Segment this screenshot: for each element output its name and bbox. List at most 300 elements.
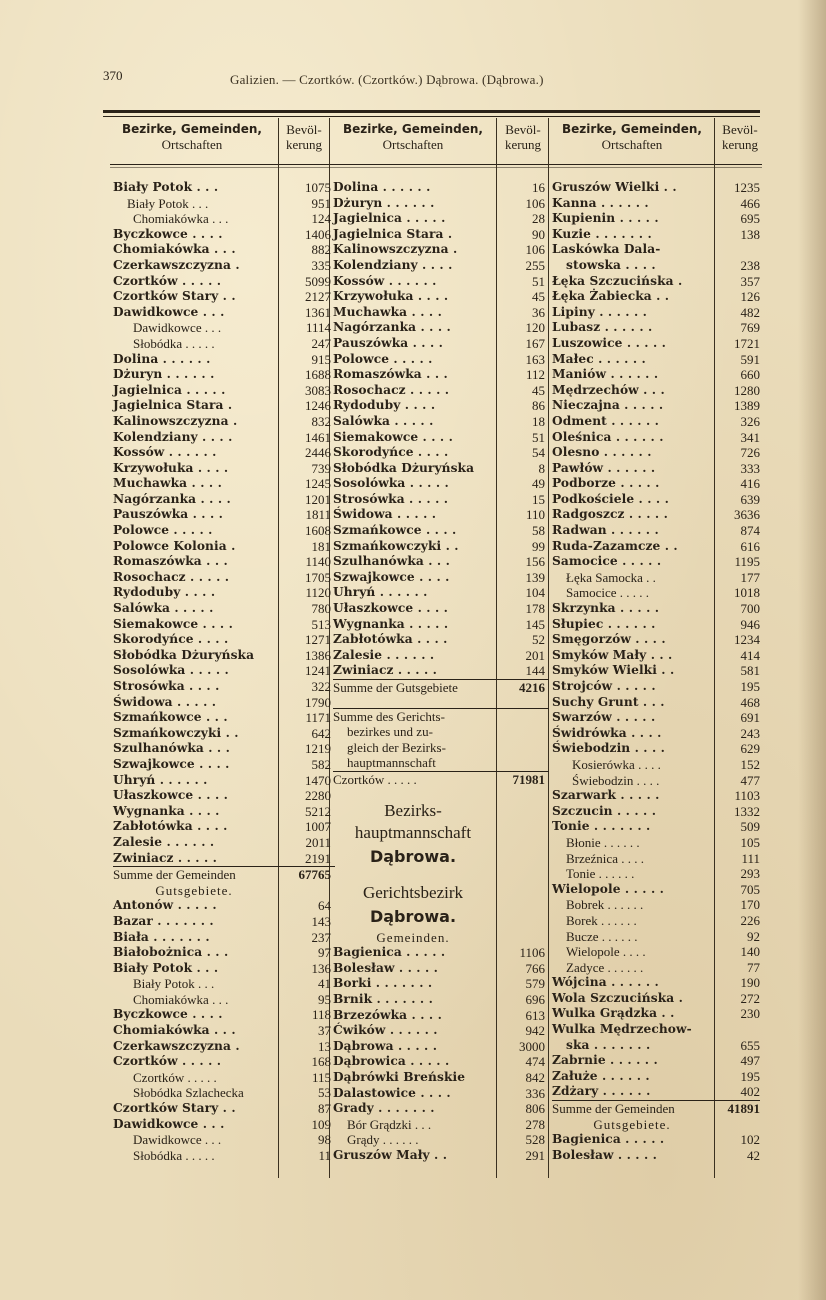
place-name: Pauszówka . . . . — [333, 335, 443, 350]
population-value: 1103 — [734, 788, 760, 804]
place-name: Biały Potok . . . — [113, 180, 219, 194]
population-value: 739 — [311, 460, 331, 476]
place-name: Szmańkowczyki . . — [333, 538, 459, 553]
col2-row — [333, 398, 549, 414]
col3-row — [552, 570, 760, 586]
place-name: bezirkes und zu- — [347, 724, 433, 740]
place-name: Salówka . . . . . — [113, 601, 214, 616]
col1-row — [113, 883, 335, 899]
population-value: 642 — [311, 725, 331, 741]
population-value: 139 — [525, 569, 545, 585]
col3-row — [552, 1069, 760, 1085]
population-value: 357 — [740, 273, 760, 289]
population-value: 882 — [311, 242, 331, 258]
col1-row — [113, 336, 335, 352]
population-value: 98 — [318, 1132, 331, 1148]
place-name: Brzeźnica . . . . — [566, 850, 644, 866]
place-name: Czortków Stary . . — [113, 1101, 236, 1116]
top-rule — [103, 110, 760, 113]
population-value: 152 — [740, 756, 760, 772]
population-value: 1235 — [734, 180, 760, 195]
col3-row — [552, 242, 760, 258]
population-value: 951 — [311, 195, 331, 211]
place-name: Zabrnie . . . . . . — [552, 1053, 658, 1068]
col1-row — [113, 539, 335, 555]
population-value: 333 — [740, 460, 760, 476]
population-value: 1470 — [305, 772, 331, 788]
place-name: Pawłów . . . . . . — [552, 460, 656, 475]
place-name: Summe der Gemeinden — [552, 1101, 675, 1117]
place-name: Tonie . . . . . . — [566, 866, 635, 882]
col2-name-header-sub: Ortschaften — [382, 137, 444, 152]
place-name: Chomiakówka . . . — [133, 211, 229, 227]
col3-row — [552, 554, 760, 570]
population-value: 2446 — [305, 445, 331, 461]
col3-row — [552, 1038, 760, 1054]
population-value: 769 — [740, 320, 760, 336]
population-value: 18 — [532, 413, 545, 429]
population-value: 5099 — [305, 273, 331, 289]
place-name: Uhryń . . . . . . — [113, 772, 208, 787]
col2-row — [333, 430, 549, 446]
population-value: 8 — [538, 460, 545, 476]
population-value: 528 — [525, 1132, 545, 1148]
population-value: 16 — [532, 180, 545, 195]
population-value: 326 — [740, 413, 760, 429]
population-value: 1406 — [305, 226, 331, 242]
place-name: Bolesław . . . . . — [333, 960, 438, 975]
place-name: Słobódka . . . . . — [133, 335, 215, 351]
place-name: Samocice . . . . . — [552, 554, 662, 569]
col2-row — [333, 1148, 549, 1164]
col3-row — [552, 383, 760, 399]
col3-row — [552, 695, 760, 711]
population-value: 477 — [740, 772, 760, 788]
col1-row — [113, 1148, 335, 1164]
col1-row — [113, 617, 335, 633]
col1-row — [113, 961, 335, 977]
population-value: 243 — [740, 725, 760, 741]
col2-row — [333, 679, 549, 696]
population-value: 1075 — [305, 180, 331, 195]
place-name: Strosówka . . . . . — [333, 491, 449, 506]
col2-row — [333, 585, 549, 601]
col3-pop-header-1: Bevöl- — [722, 122, 758, 137]
place-name: Polowce . . . . . — [333, 351, 433, 366]
col1-row — [113, 430, 335, 446]
place-name: Szarwark . . . . . — [552, 788, 660, 803]
population-value: 163 — [525, 351, 545, 367]
population-value: 2191 — [305, 850, 331, 866]
population-value: 5212 — [305, 803, 331, 819]
population-value: 335 — [311, 257, 331, 273]
col1-pop-header-2: kerung — [285, 137, 323, 152]
place-name: Łęka Szczucińska . — [552, 273, 683, 288]
col3-pop-header-2: kerung — [721, 137, 759, 152]
place-name: Zabłotówka . . . . — [333, 632, 448, 647]
col3-row — [552, 866, 760, 882]
place-name: Romaszówka . . . — [113, 554, 228, 569]
place-name: Chomiakówka . . . — [113, 1023, 236, 1038]
col2-name-header — [330, 122, 496, 152]
col2-row — [333, 414, 549, 430]
col1-row — [113, 835, 335, 851]
place-name: Kupienin . . . . . — [552, 211, 659, 226]
place-name: Podkościele . . . . — [552, 491, 669, 506]
population-value: 293 — [740, 866, 760, 882]
col2-pop-header-1: Bevöl- — [505, 122, 541, 137]
place-name: Bagienica . . . . . — [552, 1132, 665, 1147]
place-name: Smyków Wielki . . — [552, 663, 675, 678]
population-value: 136 — [311, 960, 331, 976]
place-name: Skrzynka . . . . . — [552, 601, 660, 616]
col3-row — [552, 539, 760, 555]
population-value: 109 — [311, 1116, 331, 1132]
col2-row — [333, 227, 549, 243]
col1-row — [113, 1039, 335, 1055]
col1-row — [113, 788, 335, 804]
place-name: Kalinowszczyzna . — [333, 242, 458, 257]
place-name: Kolendziany . . . . — [113, 429, 233, 444]
population-value: 1219 — [305, 741, 331, 757]
col2-row — [333, 180, 549, 196]
col1-row — [113, 414, 335, 430]
col3-row — [552, 851, 760, 867]
place-name: Bór Grądzki . . . — [347, 1116, 432, 1132]
place-name: Bucze . . . . . . — [566, 928, 638, 944]
population-value: 1389 — [734, 398, 760, 414]
population-value: 1705 — [305, 569, 331, 585]
place-name: Sosolówka . . . . . — [333, 476, 449, 491]
col2-row — [333, 367, 549, 383]
place-name: ska . . . . . . . — [566, 1037, 651, 1052]
col3-row — [552, 227, 760, 243]
col3-row — [552, 1117, 760, 1133]
population-value: 106 — [525, 242, 545, 258]
place-name: Świdowa . . . . . — [113, 694, 217, 709]
place-name: Kossów . . . . . . — [113, 445, 217, 460]
place-name: Lipiny . . . . . . — [552, 304, 648, 319]
col3-row — [552, 352, 760, 368]
place-name: Szmańkowczyki . . — [113, 725, 239, 740]
col1-row — [113, 741, 335, 757]
population-value: 1721 — [734, 335, 760, 351]
place-name: Słobódka Dżuryńska — [113, 647, 255, 662]
place-name: Zwiniacz . . . . . — [113, 850, 217, 865]
place-name: Wola Szczucińska . — [552, 990, 683, 1005]
population-value: 582 — [311, 756, 331, 772]
place-name: Ułaszkowce . . . . — [333, 601, 448, 616]
col1-row — [113, 695, 335, 711]
population-value: 140 — [740, 944, 760, 960]
col2-row — [333, 904, 549, 930]
col2-row — [333, 976, 549, 992]
col1-row — [113, 367, 335, 383]
place-name: Olesno . . . . . . — [552, 445, 652, 460]
place-name: Dąbrowa. — [369, 906, 457, 926]
population-value: 177 — [740, 569, 760, 585]
place-name: Romaszówka . . . — [333, 367, 448, 382]
col3-row — [552, 289, 760, 305]
col2-row — [333, 445, 549, 461]
place-name: Dolina . . . . . . — [333, 180, 431, 194]
col3-row — [552, 585, 760, 601]
col1-row — [113, 663, 335, 679]
col2-row — [333, 1117, 549, 1133]
col2-row — [333, 196, 549, 212]
place-name: Czortków Stary . . — [113, 289, 236, 304]
place-name: Czerkawszczyzna . — [113, 257, 240, 272]
population-value: 842 — [525, 1069, 545, 1085]
col2-row — [333, 617, 549, 633]
place-name: Dawidkowce . . . — [133, 1132, 222, 1148]
place-name: Zalesie . . . . . . — [113, 834, 215, 849]
col3-row — [552, 1053, 760, 1069]
population-value: 51 — [532, 273, 545, 289]
col3-row — [552, 492, 760, 508]
population-value: 474 — [525, 1054, 545, 1070]
col2-row — [333, 663, 549, 679]
population-value: 726 — [740, 445, 760, 461]
col2-row — [333, 992, 549, 1008]
place-name: Kanna . . . . . . — [552, 195, 649, 210]
col2-row — [333, 289, 549, 305]
population-value: 700 — [740, 601, 760, 617]
running-title: Galizien. — Czortków. (Czortków.) Dąbrowa. (Dąbrowa.) — [230, 72, 544, 87]
col2-row — [333, 305, 549, 321]
col1-row — [113, 570, 335, 586]
population-value: 1246 — [305, 398, 331, 414]
population-value: 118 — [311, 1007, 331, 1023]
col1-row — [113, 945, 335, 961]
place-name: Summe des Gerichts- — [333, 708, 445, 724]
place-name: Strosówka . . . . — [113, 679, 220, 693]
population-value: 104 — [525, 585, 545, 601]
population-value: 255 — [525, 257, 545, 273]
place-name: Dawidkowce . . . — [113, 304, 225, 319]
place-name: Jagielnica . . . . . — [333, 211, 446, 226]
population-value: 28 — [532, 211, 545, 227]
col3-row — [552, 726, 760, 742]
page-edge-shadow — [798, 0, 826, 1300]
place-name: Chomiakówka . . . — [133, 991, 229, 1007]
place-name: Skorodyńce . . . . — [113, 632, 229, 647]
population-value: 832 — [311, 413, 331, 429]
place-name: Kosierówka . . . . — [572, 756, 661, 772]
population-value: 42 — [747, 1147, 760, 1163]
col3-row — [552, 1132, 760, 1148]
col1-name-header-sub: Ortschaften — [161, 137, 223, 152]
col3-name-header-bold: Bezirke, Gemeinden, — [562, 122, 702, 136]
col2-row — [333, 708, 549, 725]
population-value: 691 — [740, 710, 760, 726]
place-name: Świebodzin . . . . — [572, 772, 660, 788]
place-name: Samocice . . . . . — [566, 585, 650, 601]
population-value: 705 — [740, 881, 760, 897]
col2-row — [333, 632, 549, 648]
population-value: 466 — [740, 195, 760, 211]
population-value: 36 — [532, 304, 545, 320]
place-name: Bolesław . . . . . — [552, 1147, 657, 1162]
col2-row — [333, 822, 549, 844]
place-name: Mędrzechów . . . — [552, 382, 665, 397]
place-name: Polowce Kolonia . — [113, 538, 236, 553]
place-name: Szulhanówka . . . — [333, 554, 450, 569]
population-value: 37 — [318, 1023, 331, 1039]
population-value: 291 — [525, 1147, 545, 1163]
col1-row — [113, 601, 335, 617]
col1-row — [113, 227, 335, 243]
col2-pop-header-2: kerung — [504, 137, 542, 152]
place-name: Borek . . . . . . — [566, 912, 637, 928]
place-name: Rydoduby . . . . — [113, 585, 216, 600]
col1-row — [113, 445, 335, 461]
place-name: Pauszówka . . . . — [113, 507, 223, 522]
place-name: Dąbrówki Breńskie — [333, 1069, 466, 1084]
col2-row — [333, 211, 549, 227]
place-name: Bagienica . . . . . — [333, 945, 446, 960]
place-name: Summe der Gemeinden — [113, 867, 236, 883]
col3-row — [552, 211, 760, 227]
place-name: Biały Potok . . . — [113, 960, 219, 975]
population-value: 138 — [740, 226, 760, 242]
place-name: Brnik . . . . . . . — [333, 991, 433, 1006]
col3-row — [552, 741, 760, 757]
col1-row — [113, 258, 335, 274]
place-name: Siemakowce . . . . — [333, 429, 453, 444]
col1-row — [113, 242, 335, 258]
col2-pop-header — [497, 122, 549, 152]
col2-row — [333, 554, 549, 570]
place-name: Bazar . . . . . . . — [113, 913, 214, 928]
population-value: 58 — [532, 523, 545, 539]
place-name: Słobódka . . . . . — [133, 1147, 215, 1163]
place-name: Czortków . . . . . — [113, 1054, 222, 1069]
col3-row — [552, 196, 760, 212]
col3-row — [552, 804, 760, 820]
col1-row — [113, 1085, 335, 1101]
place-name: Dolina . . . . . . — [113, 351, 211, 366]
place-name: Smyków Mały . . . — [552, 647, 673, 662]
col1-row — [113, 352, 335, 368]
population-value: 99 — [532, 538, 545, 554]
place-name: Ćwików . . . . . . — [333, 1023, 438, 1038]
population-value: 87 — [318, 1101, 331, 1117]
population-value: 322 — [311, 679, 331, 694]
col3-row — [552, 367, 760, 383]
population-value: 13 — [318, 1038, 331, 1054]
place-name: Łęka Samocka . . — [566, 569, 656, 585]
population-value: 416 — [740, 476, 760, 492]
col3-row — [552, 305, 760, 321]
place-name: Słobódka Dżuryńska — [333, 460, 475, 475]
place-name: Gutsgebiete. — [593, 1116, 671, 1132]
population-value: 616 — [740, 538, 760, 554]
place-name: Szmańkowce . . . — [113, 710, 228, 725]
col1-row — [113, 976, 335, 992]
place-name: Antonów . . . . . — [113, 898, 217, 913]
population-value: 1332 — [734, 803, 760, 819]
col3-row — [552, 1084, 760, 1100]
col3-row — [552, 819, 760, 835]
population-value: 696 — [525, 991, 545, 1007]
place-name: Luszowice . . . . . — [552, 335, 666, 350]
place-name: Biały Potok . . . — [127, 195, 209, 211]
col3-row — [552, 1006, 760, 1022]
place-name: Dąbrowa . . . . . — [333, 1038, 438, 1053]
place-name: Podborze . . . . . — [552, 476, 660, 491]
population-value: 336 — [525, 1085, 545, 1101]
col3-row — [552, 960, 760, 976]
col3-row — [552, 320, 760, 336]
col3-row — [552, 773, 760, 789]
col2-row — [333, 1070, 549, 1086]
population-value: 509 — [740, 819, 760, 835]
place-name: Muchawka . . . . — [113, 476, 222, 491]
population-value: 53 — [318, 1085, 331, 1101]
place-name: Tonie . . . . . . . — [552, 819, 651, 834]
place-name: Szczucin . . . . . — [552, 803, 657, 818]
place-name: Czortków . . . . . — [133, 1069, 217, 1085]
place-name: Zalesie . . . . . . — [333, 647, 435, 662]
population-value: 156 — [525, 554, 545, 570]
place-name: Radgoszcz . . . . . — [552, 507, 668, 522]
place-name: Szwajkowce . . . . — [333, 569, 450, 584]
col1-row — [113, 1117, 335, 1133]
col2-row — [333, 1132, 549, 1148]
place-name: Laskówka Dala- — [552, 242, 661, 257]
population-value: 3636 — [734, 507, 760, 523]
col3-row — [552, 476, 760, 492]
column-1 — [113, 180, 335, 1163]
place-name: Nagórzanka . . . . — [333, 320, 451, 335]
population-value: 1271 — [305, 632, 331, 648]
col1-row — [113, 930, 335, 946]
place-name: Grady . . . . . . . — [333, 1101, 435, 1116]
population-value: 124 — [311, 211, 331, 227]
place-name: Wielopole . . . . . — [552, 881, 664, 896]
col2-row — [333, 1054, 549, 1070]
col2-row — [333, 492, 549, 508]
population-value: 97 — [318, 945, 331, 961]
col2-row — [333, 539, 549, 555]
place-name: Grądy . . . . . . — [347, 1132, 419, 1148]
header-bottom-rule-2 — [110, 167, 762, 168]
population-value: 2280 — [305, 788, 331, 804]
col1-row — [113, 773, 335, 789]
population-value: 49 — [532, 476, 545, 492]
col2-row — [333, 1008, 549, 1024]
col2-row — [333, 523, 549, 539]
col1-row — [113, 1007, 335, 1023]
population-value: 1608 — [305, 523, 331, 539]
col3-name-header-sub: Ortschaften — [601, 137, 663, 152]
col2-row — [333, 844, 549, 870]
place-name: Summe der Gutsgebiete — [333, 680, 458, 695]
col1-row — [113, 710, 335, 726]
place-name: Wielopole . . . . — [566, 944, 646, 960]
col2-name-header-bold: Bezirke, Gemeinden, — [343, 122, 483, 136]
population-value: 629 — [740, 741, 760, 757]
col2-row — [333, 930, 549, 946]
population-value: 144 — [525, 663, 545, 679]
population-value: 86 — [532, 398, 545, 414]
col3-row — [552, 835, 760, 851]
col1-row — [113, 554, 335, 570]
place-name: Rosochacz . . . . . — [333, 382, 450, 397]
place-name: Zdżary . . . . . . — [552, 1084, 651, 1099]
population-value: 126 — [740, 289, 760, 305]
